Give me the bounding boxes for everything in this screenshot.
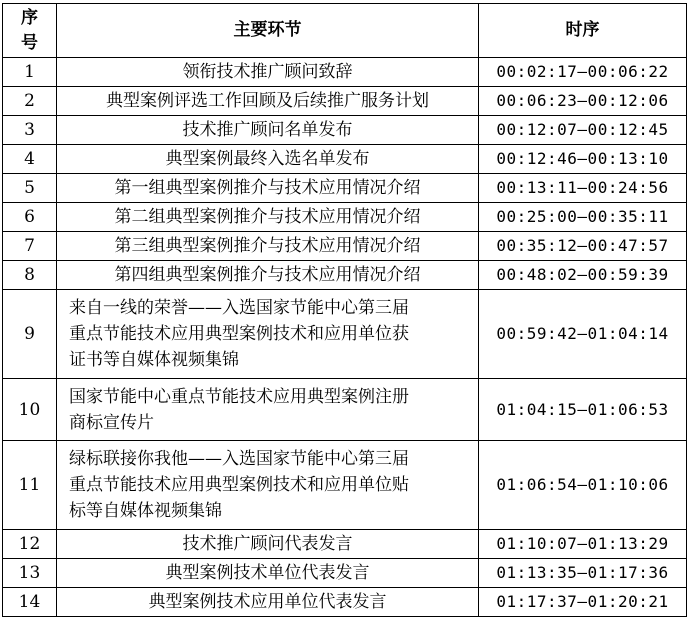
header-index-bottom: 号: [21, 32, 38, 53]
row-time: 01:10:07—01:13:29: [479, 530, 687, 559]
row-time: 00:12:46—00:13:10: [479, 145, 687, 174]
row-item: 典型案例评选工作回顾及后续推广服务计划: [57, 87, 479, 116]
row-time: 00:06:23—00:12:06: [479, 87, 687, 116]
schedule-table: [2, 3, 687, 617]
row-index: 11: [3, 441, 57, 530]
table-row: [3, 379, 687, 441]
row-item-line: 来自一线的荣誉——入选国家节能中心第三届: [69, 298, 409, 318]
row-index: 3: [3, 116, 57, 145]
row-time: 00:12:07—00:12:45: [479, 116, 687, 145]
row-time: 00:02:17—00:06:22: [479, 58, 687, 87]
table-row: [3, 261, 687, 290]
table-row: [3, 87, 687, 116]
row-time: 00:25:00—00:35:11: [479, 203, 687, 232]
row-index: 2: [3, 87, 57, 116]
row-index: 5: [3, 174, 57, 203]
row-item: 第四组典型案例推介与技术应用情况介绍: [57, 261, 479, 290]
row-index: 14: [3, 588, 57, 617]
header-index-top: 序: [21, 7, 38, 28]
row-item: 技术推广顾问代表发言: [57, 530, 479, 559]
row-item-line: 国家节能中心重点节能技术应用典型案例注册: [69, 386, 409, 407]
row-item-line: 绿标联接你我他——入选国家节能中心第三届: [69, 449, 409, 469]
header-item: 主要环节: [57, 4, 479, 58]
row-item: 第三组典型案例推介与技术应用情况介绍: [57, 232, 479, 261]
row-item: 典型案例最终入选名单发布: [57, 145, 479, 174]
row-item-line: 重点节能技术应用典型案例技术和应用单位贴: [69, 475, 409, 495]
row-item: 典型案例技术单位代表发言: [57, 559, 479, 588]
row-item-line: 重点节能技术应用典型案例技术和应用单位获: [69, 324, 409, 344]
row-time: 01:17:37—01:20:21: [479, 588, 687, 617]
row-time: 01:13:35—01:17:36: [479, 559, 687, 588]
row-item-line: 商标宣传片: [69, 412, 154, 433]
row-item: [57, 379, 479, 441]
table-row: [3, 203, 687, 232]
row-item: 领衔技术推广顾问致辞: [57, 58, 479, 87]
table-row: [3, 559, 687, 588]
row-index: 12: [3, 530, 57, 559]
row-index: 10: [3, 379, 57, 441]
table-row: [3, 441, 687, 530]
row-index: 9: [3, 290, 57, 379]
row-item-line: 标等自媒体视频集锦: [69, 501, 222, 521]
table-header-row: [3, 4, 687, 58]
row-index: 7: [3, 232, 57, 261]
row-index: 8: [3, 261, 57, 290]
table-row: [3, 290, 687, 379]
row-item: [57, 441, 479, 530]
row-item: [57, 290, 479, 379]
row-time: 00:48:02—00:59:39: [479, 261, 687, 290]
table-row: [3, 116, 687, 145]
row-index: 13: [3, 559, 57, 588]
row-time: 00:59:42—01:04:14: [479, 290, 687, 379]
row-time: 00:13:11—00:24:56: [479, 174, 687, 203]
table-row: [3, 530, 687, 559]
header-index: [3, 4, 57, 58]
row-index: 4: [3, 145, 57, 174]
row-item: 第一组典型案例推介与技术应用情况介绍: [57, 174, 479, 203]
row-index: 6: [3, 203, 57, 232]
row-item-line: 证书等自媒体视频集锦: [69, 350, 239, 370]
row-time: 01:06:54—01:10:06: [479, 441, 687, 530]
table-row: [3, 145, 687, 174]
table-row: [3, 174, 687, 203]
row-item: 第二组典型案例推介与技术应用情况介绍: [57, 203, 479, 232]
row-index: 1: [3, 58, 57, 87]
table-row: [3, 58, 687, 87]
table-row: [3, 588, 687, 617]
row-item: 典型案例技术应用单位代表发言: [57, 588, 479, 617]
row-item: 技术推广顾问名单发布: [57, 116, 479, 145]
row-time: 00:35:12—00:47:57: [479, 232, 687, 261]
header-time: 时序: [479, 4, 687, 58]
table-row: [3, 232, 687, 261]
row-time: 01:04:15—01:06:53: [479, 379, 687, 441]
